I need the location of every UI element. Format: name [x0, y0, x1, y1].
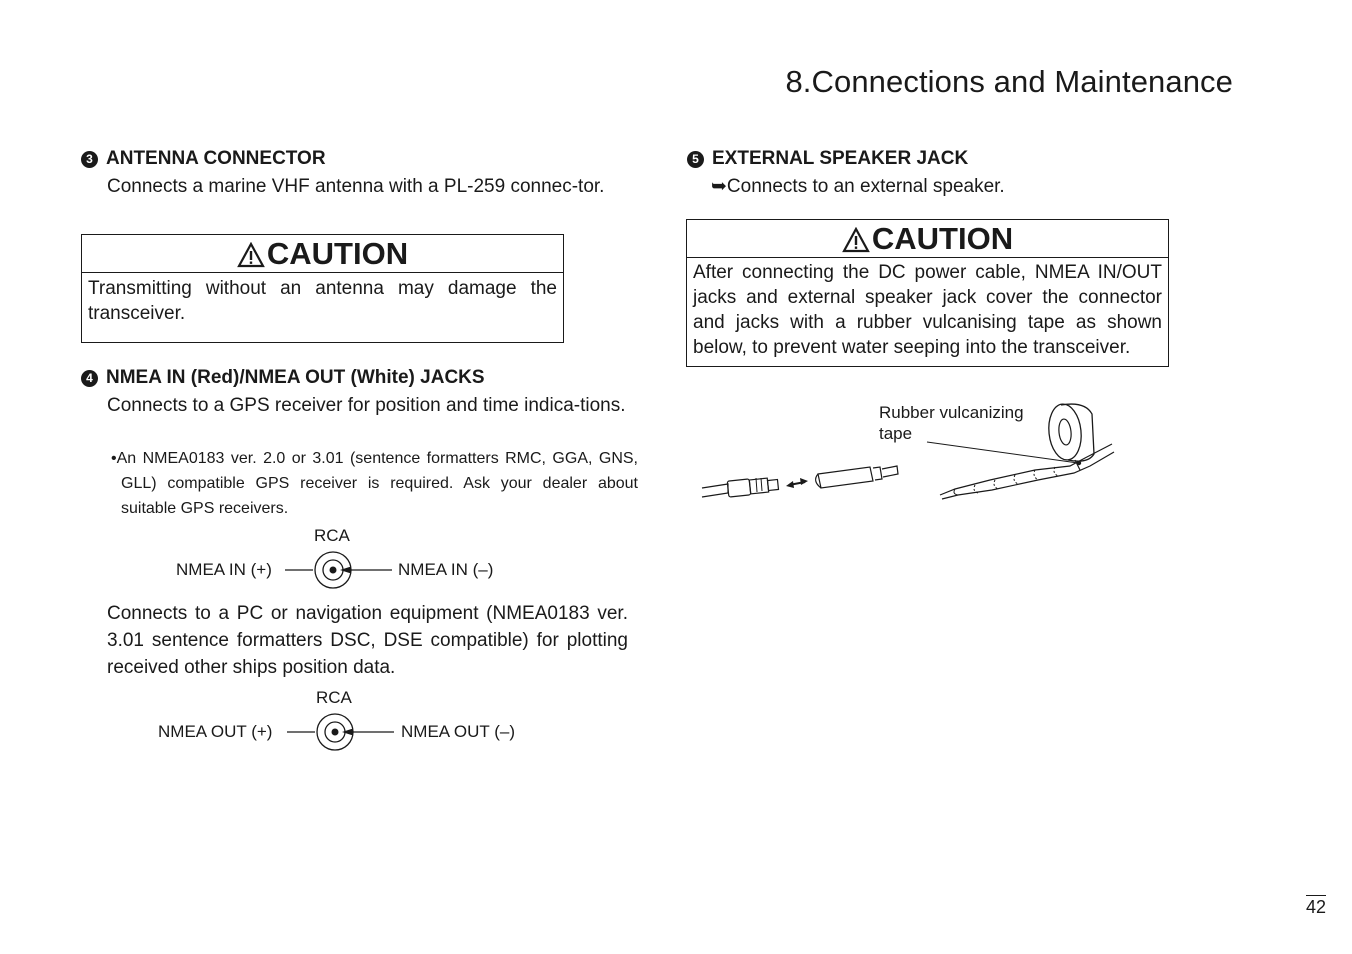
page-title: 8.Connections and Maintenance — [785, 64, 1233, 99]
caution-body-text: Transmitting without an antenna may damage the transceiver. — [88, 278, 557, 324]
tape-illustration — [690, 396, 1130, 506]
caution-body-text: After connecting the DC power cable, NMEA IN/OUT jacks and external speaker jack cover the connector and jacks with a rubber vulcanising tape as shown below, to prevent water seeping into the transceiver. — [693, 262, 1162, 358]
connector-tape-drawing — [690, 396, 1130, 506]
rca-label: RCA — [314, 526, 350, 545]
nmea-out-minus-label: NMEA OUT (–) — [401, 722, 515, 741]
caution-box-antenna — [81, 234, 564, 343]
nmea-out-plus-label: NMEA OUT (+) — [158, 722, 273, 741]
nmea-description: Connects to a GPS receiver for position and time indica-tions. — [107, 395, 626, 416]
caution-heading — [82, 235, 563, 273]
speaker-description: ➥Connects to an external speaker. — [711, 176, 1005, 197]
rca-jack-icon — [280, 548, 400, 592]
nmea-section-heading — [81, 367, 485, 389]
rca-label: RCA — [316, 688, 352, 707]
antenna-description: Connects a marine VHF antenna with a PL-259 connec-tor. — [107, 176, 605, 197]
tape-label-line1: Rubber vulcanizing — [879, 403, 1024, 422]
rca-jack-icon — [282, 710, 402, 754]
page-number: 42 — [1305, 897, 1326, 917]
caution-title-text: CAUTION — [871, 220, 1014, 256]
caution-heading — [687, 220, 1168, 258]
section-number-badge: 4 — [81, 370, 98, 387]
nmea-in-diagram — [150, 524, 550, 594]
nmea-in-plus-label: NMEA IN (+) — [176, 560, 272, 579]
nmea-out-diagram — [150, 686, 550, 756]
warning-triangle-icon — [842, 227, 870, 253]
antenna-section-heading — [81, 148, 326, 170]
section-number-badge: 3 — [81, 151, 98, 168]
speaker-section-title: EXTERNAL SPEAKER JACK — [712, 148, 969, 169]
nmea-note: •An NMEA0183 ver. 2.0 or 3.01 (sentence formatters RMC, GGA, GNS, GLL) compatible GPS receiver is required. Ask your dealer about suitable GPS receivers. — [111, 450, 638, 517]
speaker-section-heading — [687, 148, 968, 170]
tape-label-line2: tape — [879, 424, 913, 443]
nmea-out-description: Connects to a PC or navigation equipment (NMEA0183 ver. 3.01 sentence formatters DSC, DSE compatible) for plotting received other ships position data. — [107, 603, 628, 678]
nmea-section-title: NMEA IN (Red)/NMEA OUT (White) JACKS — [106, 367, 485, 388]
warning-triangle-icon — [237, 242, 265, 268]
nmea-in-minus-label: NMEA IN (–) — [398, 560, 494, 579]
section-number-badge: 5 — [687, 151, 704, 168]
caution-box-tape — [686, 219, 1169, 367]
antenna-section-title: ANTENNA CONNECTOR — [106, 148, 326, 169]
caution-title-text: CAUTION — [266, 235, 409, 271]
